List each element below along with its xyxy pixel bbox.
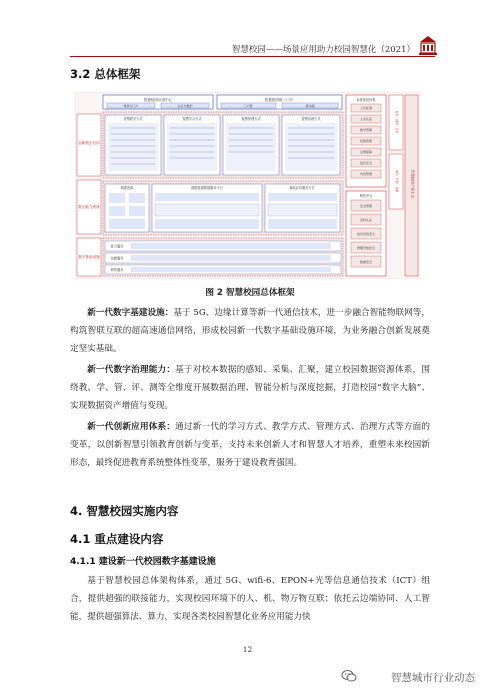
svg-text:算力服务: 算力服务 [110, 244, 124, 249]
section-heading-4: 4. 智慧校园实施内容 [70, 504, 179, 518]
diagram-top-box-1: 转移与门户 [123, 103, 139, 108]
diagram-standard-item-5: 运维保障 [359, 150, 373, 155]
figure-caption: 图 2 智慧校园总体框架 [205, 288, 295, 298]
framework-diagram [75, 92, 420, 279]
diagram-security-item-5: 数据安全 [359, 259, 373, 264]
diagram-standard-item-1: 人员标准 [359, 106, 373, 111]
diagram-app-group-2 [164, 115, 220, 175]
diagram-infra-row-1 [105, 241, 341, 251]
diagram-app-group-3 [223, 115, 279, 175]
section-heading-4-1-1: 4.1.1 建设新一代校园数字基建设施 [70, 557, 216, 567]
building-logo-icon [418, 34, 438, 56]
wechat-icon [341, 668, 357, 684]
svg-text:智慧管理方式: 智慧管理方式 [241, 117, 261, 121]
page-number: 12 [242, 645, 253, 654]
paragraph-digital-infrastructure: 新一代数字基建设施：基于 5G、边缘计算等新一代通信技术，进一步融合智能物联网等，构筑智联互联的超高速通信网络，形成校园新一代数字基础设施环境，为业务融合创新发展奠定坚实基础。 [70, 308, 430, 354]
diagram-security-item-3: 信息系统安全 [356, 231, 376, 236]
svg-text:存储服务: 存储服务 [110, 256, 124, 261]
paragraph-innovation-applications: 新一代创新应用体系：通过新一代的学习方式、教学方式、管理方式、治理方式等方面的变革，以创新智慧引领教育创新与变革，支持未来创新人才和智慧人才培养，重塑未来校园新形态，最终促进教育系统整体性变革，服务于建设教育强国。 [70, 422, 430, 468]
diagram-top-box-4: 移动端 [305, 103, 315, 108]
header-rule [70, 56, 435, 57]
diagram-infra-row-3 [105, 265, 341, 274]
diagram-data-resources [105, 184, 149, 232]
diagram-standard-item-7: 内容管理 [359, 172, 373, 177]
diagram-right-panel-title: 标准规范体系 [356, 98, 376, 102]
paragraph-network-ict: 基于智慧校园总体架构体系，通过 5G、wifi-6、EPON+光等信息通信技术（ICT）组合，提供超强的联接能力，实现校园环境下的人、机、物万物互联；依托云边端协同、人工智能，提供超强算法、算力，实现各类校园智慧化业务应用能力快 [70, 576, 430, 622]
svg-text:网络服务: 网络服务 [110, 268, 124, 272]
diagram-security-item-2: 身份认证 [359, 217, 373, 222]
diagram-left-label-apps: 创新数字应用 [78, 141, 100, 145]
svg-text:智慧教学方式: 智慧教学方式 [123, 117, 143, 121]
diagram-security-item-4: 物理设施安全 [356, 245, 376, 250]
section-heading-4-1: 4.1 重点建设内容 [70, 532, 164, 546]
svg-text:基础应用服务平台: 基础应用服务平台 [289, 186, 315, 190]
diagram-top-center-title: 智慧校园应用中心 [143, 98, 173, 102]
diagram-top-box-2: 运行与维护 [177, 103, 193, 108]
diagram-standard-item-6: 信息安全 [359, 161, 373, 166]
diagram-app-group-4 [282, 115, 340, 175]
svg-text:数据资源数据服务平台: 数据资源数据服务平台 [191, 186, 223, 190]
diagram-security-item-1: 安全管理 [359, 203, 373, 208]
svg-text:智慧学习方式: 智慧学习方式 [182, 117, 202, 121]
running-header: 智慧校园——场景应用助力校园智慧化（2021） [231, 45, 415, 55]
diagram-standard-item-4: 校园资源 [359, 139, 373, 144]
diagram-left-label-capability: 数字能力底座 [78, 205, 100, 209]
diagram-infra-row-2 [105, 253, 341, 263]
svg-text:智慧治理方式: 智慧治理方式 [301, 117, 321, 121]
diagram-top-right-title: 智慧校园统一门户 [264, 98, 294, 102]
diagram-standard-item-3: 教学管理 [359, 128, 373, 133]
diagram-top-box-3: 门户管 [243, 103, 253, 108]
paragraph-digital-governance: 新一代数字治理能力：基于对校本数据的感知、采集、汇聚，建立校园数据资源体系，围绕教、学、管、评、测等全维度开展数据治理、智能分析与深度挖掘，打造校园“数字大脑”、实现数据资产增值与变现。 [70, 365, 430, 411]
diagram-app-group-1 [105, 115, 161, 175]
diagram-data-service-platform [152, 184, 262, 232]
watermark-text: 智慧城市行业动态 [391, 672, 475, 684]
section-heading-3-2: 3.2 总体框架 [70, 67, 141, 81]
diagram-far-right-label: 智慧校园产业生态 [410, 169, 415, 199]
diagram-far-right-item-1: 技术、组织、运营 [395, 110, 399, 134]
diagram-standard-item-2: 人员认证 [359, 117, 373, 122]
diagram-left-label-infra: 数字基础设施 [78, 255, 100, 259]
diagram-security-title: 网络安全 [359, 194, 373, 198]
svg-text:数据资源: 数据资源 [120, 186, 134, 190]
diagram-far-right-item-2: 体制、机制、保障 [395, 169, 399, 193]
diagram-base-service-platform [265, 184, 340, 232]
